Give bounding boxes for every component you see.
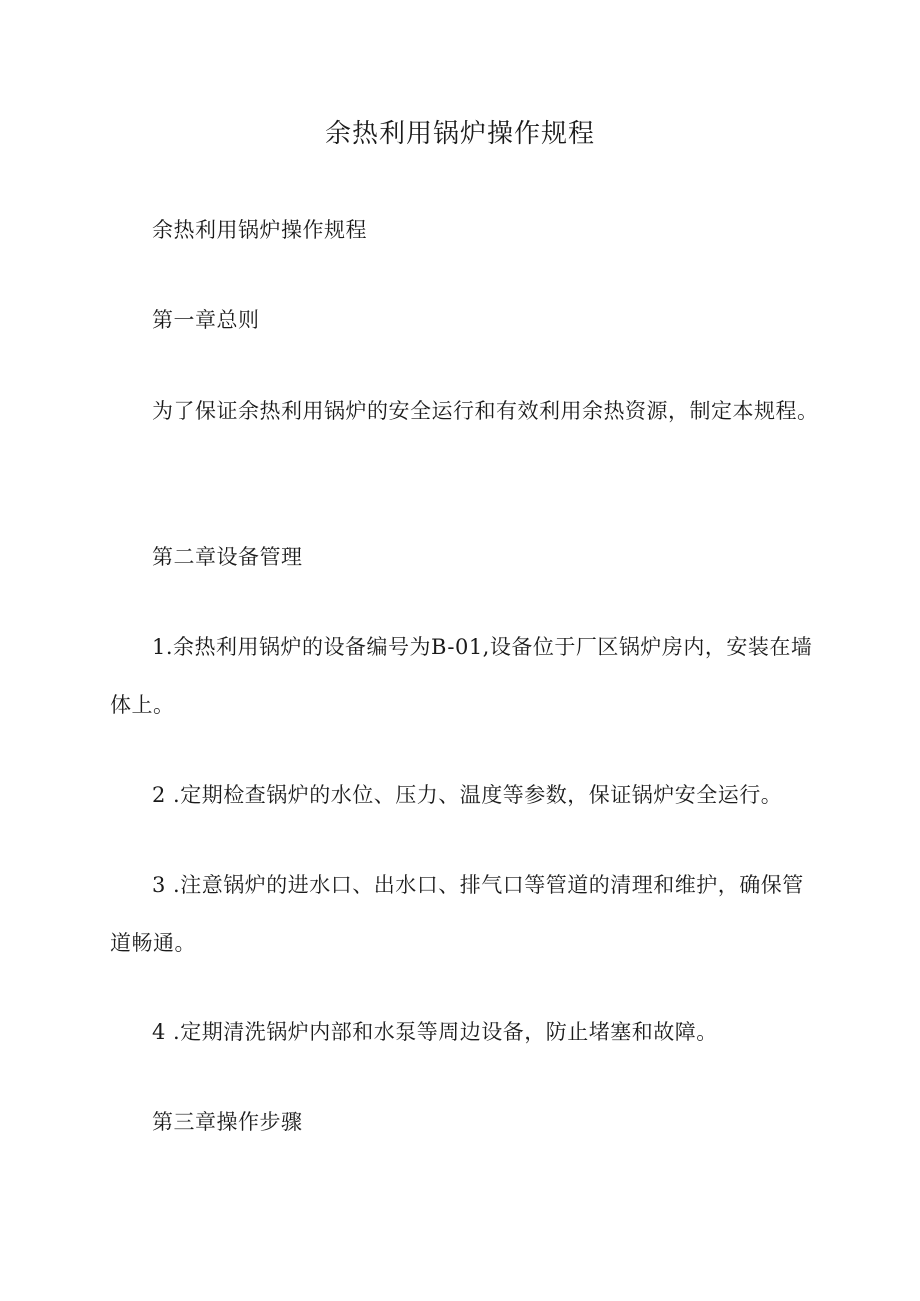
list-item: 1.余热利用锅炉的设备编号为B-01,设备位于厂区锅炉房内，安装在墙体上。 bbox=[110, 635, 813, 717]
chapter-heading-3: 第三章操作步骤 bbox=[152, 1110, 303, 1134]
document-subtitle: 余热利用锅炉操作规程 bbox=[152, 218, 367, 242]
document-title: 余热利用锅炉操作规程 bbox=[324, 119, 595, 149]
list-item: 4 .定期清洗锅炉内部和水泵等周边设备，防止堵塞和故障。 bbox=[152, 1020, 718, 1044]
chapter-heading-2: 第二章设备管理 bbox=[152, 545, 303, 569]
list-item: 3 .注意锅炉的进水口、出水口、排气口等管道的清理和维护，确保管道畅通。 bbox=[110, 873, 804, 955]
chapter-heading-1: 第一章总则 bbox=[152, 308, 260, 332]
list-item: 2 .定期检查锅炉的水位、压力、温度等参数，保证锅炉安全运行。 bbox=[152, 783, 783, 807]
purpose-paragraph: 为了保证余热利用锅炉的安全运行和有效利用余热资源，制定本规程。 bbox=[152, 399, 819, 423]
